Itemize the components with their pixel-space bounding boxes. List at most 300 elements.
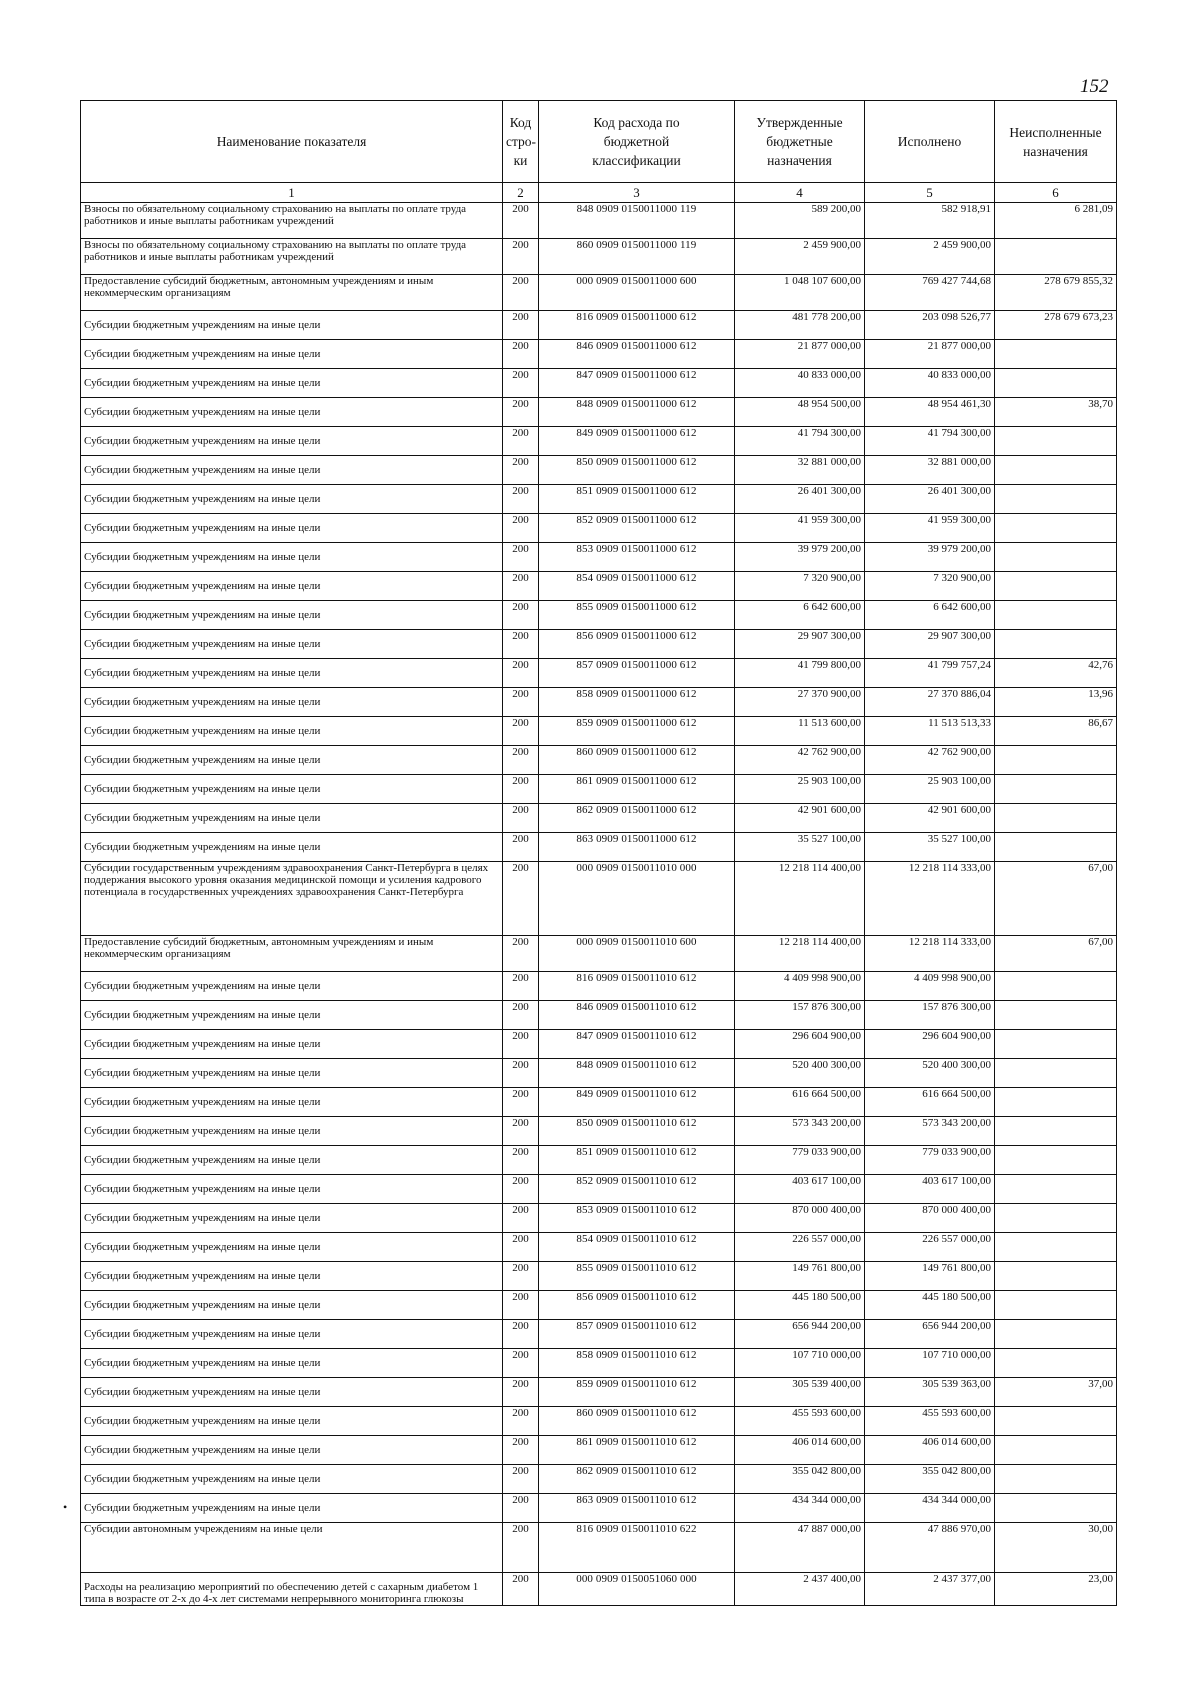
row-unexecuted xyxy=(995,1204,1117,1233)
row-budget-code: 851 0909 0150011010 612 xyxy=(539,1146,735,1175)
row-budget-code: 853 0909 0150011000 612 xyxy=(539,543,735,572)
table-row xyxy=(81,1059,1117,1088)
row-unexecuted xyxy=(995,485,1117,514)
row-executed: 870 000 400,00 xyxy=(865,1204,995,1233)
row-unexecuted xyxy=(995,804,1117,833)
row-budget-code: 855 0909 0150011000 612 xyxy=(539,601,735,630)
row-approved: 305 539 400,00 xyxy=(735,1378,865,1407)
row-executed: 35 527 100,00 xyxy=(865,833,995,862)
row-approved: 41 959 300,00 xyxy=(735,514,865,543)
row-executed: 42 762 900,00 xyxy=(865,746,995,775)
row-executed: 48 954 461,30 xyxy=(865,398,995,427)
row-approved: 40 833 000,00 xyxy=(735,369,865,398)
row-line-code: 200 xyxy=(503,746,539,775)
table-row xyxy=(81,239,1117,275)
row-line-code: 200 xyxy=(503,1378,539,1407)
row-name: Субсидии бюджетным учреждениям на иные цели xyxy=(81,311,503,340)
row-unexecuted xyxy=(995,1262,1117,1291)
row-budget-code: 846 0909 0150011010 612 xyxy=(539,1001,735,1030)
budget-execution-table xyxy=(80,100,1117,1606)
table-row xyxy=(81,340,1117,369)
row-budget-code: 860 0909 0150011010 612 xyxy=(539,1407,735,1436)
table-row xyxy=(81,456,1117,485)
column-number: 1 xyxy=(81,183,503,203)
row-line-code: 200 xyxy=(503,1146,539,1175)
table-body xyxy=(81,203,1117,1606)
row-budget-code: 850 0909 0150011010 612 xyxy=(539,1117,735,1146)
table-row xyxy=(81,1349,1117,1378)
table-row xyxy=(81,1233,1117,1262)
row-line-code: 200 xyxy=(503,775,539,804)
row-unexecuted xyxy=(995,572,1117,601)
header-executed: Исполнено xyxy=(865,101,995,183)
row-executed: 12 218 114 333,00 xyxy=(865,936,995,972)
row-unexecuted xyxy=(995,972,1117,1001)
row-line-code: 200 xyxy=(503,1349,539,1378)
row-unexecuted: 13,96 xyxy=(995,688,1117,717)
header-budget-code: Код расхода по бюджетной классификации xyxy=(539,101,735,183)
row-approved: 4 409 998 900,00 xyxy=(735,972,865,1001)
table-row xyxy=(81,543,1117,572)
row-unexecuted xyxy=(995,1117,1117,1146)
row-budget-code: 852 0909 0150011010 612 xyxy=(539,1175,735,1204)
row-budget-code: 863 0909 0150011010 612 xyxy=(539,1494,735,1523)
row-budget-code: 853 0909 0150011010 612 xyxy=(539,1204,735,1233)
row-approved: 41 794 300,00 xyxy=(735,427,865,456)
row-budget-code: 848 0909 0150011000 612 xyxy=(539,398,735,427)
row-name: Субсидии бюджетным учреждениям на иные цели xyxy=(81,630,503,659)
table-row xyxy=(81,1204,1117,1233)
row-name: Субсидии бюджетным учреждениям на иные цели xyxy=(81,833,503,862)
row-unexecuted: 38,70 xyxy=(995,398,1117,427)
header-name: Наименование показателя xyxy=(81,101,503,183)
row-executed: 403 617 100,00 xyxy=(865,1175,995,1204)
row-name: Субсидии бюджетным учреждениям на иные цели xyxy=(81,1059,503,1088)
table-row xyxy=(81,601,1117,630)
row-name: Субсидии бюджетным учреждениям на иные цели xyxy=(81,1291,503,1320)
table-row xyxy=(81,630,1117,659)
row-approved: 779 033 900,00 xyxy=(735,1146,865,1175)
row-approved: 29 907 300,00 xyxy=(735,630,865,659)
row-name: Субсидии бюджетным учреждениям на иные цели xyxy=(81,775,503,804)
row-approved: 455 593 600,00 xyxy=(735,1407,865,1436)
row-approved: 226 557 000,00 xyxy=(735,1233,865,1262)
row-line-code: 200 xyxy=(503,1059,539,1088)
row-budget-code: 856 0909 0150011010 612 xyxy=(539,1291,735,1320)
row-line-code: 200 xyxy=(503,1117,539,1146)
row-unexecuted xyxy=(995,340,1117,369)
row-unexecuted xyxy=(995,1494,1117,1523)
row-approved: 27 370 900,00 xyxy=(735,688,865,717)
row-budget-code: 854 0909 0150011000 612 xyxy=(539,572,735,601)
row-line-code: 200 xyxy=(503,1233,539,1262)
row-line-code: 200 xyxy=(503,1465,539,1494)
row-name: Субсидии бюджетным учреждениям на иные цели xyxy=(81,456,503,485)
row-budget-code: 858 0909 0150011010 612 xyxy=(539,1349,735,1378)
table-row xyxy=(81,1001,1117,1030)
row-executed: 2 459 900,00 xyxy=(865,239,995,275)
row-approved: 42 762 900,00 xyxy=(735,746,865,775)
table-row xyxy=(81,369,1117,398)
row-executed: 656 944 200,00 xyxy=(865,1320,995,1349)
row-unexecuted: 67,00 xyxy=(995,862,1117,936)
row-budget-code: 849 0909 0150011000 612 xyxy=(539,427,735,456)
table-row xyxy=(81,1378,1117,1407)
row-executed: 582 918,91 xyxy=(865,203,995,239)
row-line-code: 200 xyxy=(503,1175,539,1204)
row-unexecuted xyxy=(995,1320,1117,1349)
row-approved: 42 901 600,00 xyxy=(735,804,865,833)
row-approved: 12 218 114 400,00 xyxy=(735,936,865,972)
page-number: 152 xyxy=(1080,76,1109,97)
row-name: Субсидии бюджетным учреждениям на иные цели xyxy=(81,1262,503,1291)
table-row xyxy=(81,862,1117,936)
row-approved: 1 048 107 600,00 xyxy=(735,275,865,311)
row-approved: 481 778 200,00 xyxy=(735,311,865,340)
row-executed: 11 513 513,33 xyxy=(865,717,995,746)
margin-dot: • xyxy=(63,1500,68,1514)
row-executed: 6 642 600,00 xyxy=(865,601,995,630)
row-line-code: 200 xyxy=(503,239,539,275)
row-name: Субсидии бюджетным учреждениям на иные цели xyxy=(81,1146,503,1175)
row-name: Субсидии бюджетным учреждениям на иные цели xyxy=(81,972,503,1001)
row-executed: 203 098 526,77 xyxy=(865,311,995,340)
row-unexecuted xyxy=(995,456,1117,485)
row-line-code: 200 xyxy=(503,369,539,398)
row-executed: 2 437 377,00 xyxy=(865,1573,995,1606)
row-line-code: 200 xyxy=(503,275,539,311)
row-executed: 41 794 300,00 xyxy=(865,427,995,456)
row-executed: 779 033 900,00 xyxy=(865,1146,995,1175)
row-approved: 26 401 300,00 xyxy=(735,485,865,514)
row-unexecuted: 67,00 xyxy=(995,936,1117,972)
row-executed: 157 876 300,00 xyxy=(865,1001,995,1030)
row-line-code: 200 xyxy=(503,862,539,936)
table-row xyxy=(81,717,1117,746)
row-line-code: 200 xyxy=(503,1494,539,1523)
row-unexecuted xyxy=(995,543,1117,572)
row-budget-code: 855 0909 0150011010 612 xyxy=(539,1262,735,1291)
row-unexecuted: 278 679 673,23 xyxy=(995,311,1117,340)
row-executed: 25 903 100,00 xyxy=(865,775,995,804)
row-budget-code: 851 0909 0150011000 612 xyxy=(539,485,735,514)
row-name: Расходы на реализацию мероприятий по обеспечению детей с сахарным диабетом 1 типа в возрасте от 2-х до 4-х лет системами непрерывного мониторинга глюкозы xyxy=(81,1573,503,1606)
row-approved: 870 000 400,00 xyxy=(735,1204,865,1233)
table-row xyxy=(81,572,1117,601)
row-name: Субсидии бюджетным учреждениям на иные цели xyxy=(81,1320,503,1349)
row-approved: 573 343 200,00 xyxy=(735,1117,865,1146)
row-name: Субсидии бюджетным учреждениям на иные цели xyxy=(81,1117,503,1146)
row-budget-code: 816 0909 0150011010 622 xyxy=(539,1523,735,1573)
row-line-code: 200 xyxy=(503,601,539,630)
header-line-code: Код стро- ки xyxy=(503,101,539,183)
row-approved: 355 042 800,00 xyxy=(735,1465,865,1494)
table-row xyxy=(81,1175,1117,1204)
row-name: Субсидии бюджетным учреждениям на иные цели xyxy=(81,340,503,369)
row-line-code: 200 xyxy=(503,1262,539,1291)
column-number: 2 xyxy=(503,183,539,203)
row-line-code: 200 xyxy=(503,1030,539,1059)
row-approved: 2 437 400,00 xyxy=(735,1573,865,1606)
row-executed: 12 218 114 333,00 xyxy=(865,862,995,936)
row-line-code: 200 xyxy=(503,485,539,514)
row-budget-code: 861 0909 0150011010 612 xyxy=(539,1436,735,1465)
table-row xyxy=(81,1523,1117,1573)
table-row xyxy=(81,1573,1117,1606)
row-budget-code: 862 0909 0150011010 612 xyxy=(539,1465,735,1494)
column-number-row xyxy=(81,183,1117,203)
row-budget-code: 847 0909 0150011010 612 xyxy=(539,1030,735,1059)
row-executed: 455 593 600,00 xyxy=(865,1407,995,1436)
row-executed: 32 881 000,00 xyxy=(865,456,995,485)
table-row xyxy=(81,1291,1117,1320)
table-row xyxy=(81,659,1117,688)
row-budget-code: 859 0909 0150011000 612 xyxy=(539,717,735,746)
row-budget-code: 000 0909 0150011010 600 xyxy=(539,936,735,972)
row-budget-code: 816 0909 0150011000 612 xyxy=(539,311,735,340)
table-row xyxy=(81,398,1117,427)
row-approved: 296 604 900,00 xyxy=(735,1030,865,1059)
row-name: Взносы по обязательному социальному страхованию на выплаты по оплате труда работников и иные выплаты работникам учреждений xyxy=(81,203,503,239)
table-row xyxy=(81,804,1117,833)
row-unexecuted xyxy=(995,833,1117,862)
row-approved: 434 344 000,00 xyxy=(735,1494,865,1523)
row-budget-code: 848 0909 0150011010 612 xyxy=(539,1059,735,1088)
row-unexecuted xyxy=(995,746,1117,775)
table-row xyxy=(81,203,1117,239)
row-unexecuted xyxy=(995,601,1117,630)
row-budget-code: 848 0909 0150011000 119 xyxy=(539,203,735,239)
row-executed: 27 370 886,04 xyxy=(865,688,995,717)
row-approved: 48 954 500,00 xyxy=(735,398,865,427)
row-budget-code: 859 0909 0150011010 612 xyxy=(539,1378,735,1407)
row-executed: 41 799 757,24 xyxy=(865,659,995,688)
row-approved: 6 642 600,00 xyxy=(735,601,865,630)
table-row xyxy=(81,1088,1117,1117)
row-unexecuted xyxy=(995,1407,1117,1436)
row-executed: 355 042 800,00 xyxy=(865,1465,995,1494)
row-budget-code: 000 0909 0150051060 000 xyxy=(539,1573,735,1606)
table-row xyxy=(81,688,1117,717)
row-budget-code: 863 0909 0150011000 612 xyxy=(539,833,735,862)
row-name: Субсидии бюджетным учреждениям на иные цели xyxy=(81,1001,503,1030)
table-row xyxy=(81,485,1117,514)
row-name: Субсидии автономным учреждениям на иные цели xyxy=(81,1523,503,1573)
row-line-code: 200 xyxy=(503,1088,539,1117)
row-executed: 39 979 200,00 xyxy=(865,543,995,572)
row-executed: 26 401 300,00 xyxy=(865,485,995,514)
row-unexecuted xyxy=(995,427,1117,456)
row-executed: 107 710 000,00 xyxy=(865,1349,995,1378)
row-name: Субсидии бюджетным учреждениям на иные цели xyxy=(81,717,503,746)
row-line-code: 200 xyxy=(503,1204,539,1233)
row-unexecuted: 6 281,09 xyxy=(995,203,1117,239)
table-row xyxy=(81,1146,1117,1175)
row-name: Субсидии бюджетным учреждениям на иные цели xyxy=(81,659,503,688)
row-line-code: 200 xyxy=(503,398,539,427)
table-row xyxy=(81,1030,1117,1059)
row-name: Субсидии бюджетным учреждениям на иные цели xyxy=(81,746,503,775)
row-line-code: 200 xyxy=(503,1523,539,1573)
row-budget-code: 850 0909 0150011000 612 xyxy=(539,456,735,485)
row-name: Субсидии бюджетным учреждениям на иные цели xyxy=(81,1030,503,1059)
row-budget-code: 849 0909 0150011010 612 xyxy=(539,1088,735,1117)
row-executed: 226 557 000,00 xyxy=(865,1233,995,1262)
row-name: Субсидии бюджетным учреждениям на иные цели xyxy=(81,514,503,543)
row-approved: 656 944 200,00 xyxy=(735,1320,865,1349)
row-name: Субсидии бюджетным учреждениям на иные цели xyxy=(81,1175,503,1204)
table-row xyxy=(81,311,1117,340)
row-name: Субсидии бюджетным учреждениям на иные цели xyxy=(81,804,503,833)
row-unexecuted: 86,67 xyxy=(995,717,1117,746)
row-budget-code: 857 0909 0150011010 612 xyxy=(539,1320,735,1349)
row-unexecuted xyxy=(995,630,1117,659)
row-budget-code: 854 0909 0150011010 612 xyxy=(539,1233,735,1262)
row-unexecuted xyxy=(995,1030,1117,1059)
row-budget-code: 852 0909 0150011000 612 xyxy=(539,514,735,543)
row-name: Взносы по обязательному социальному страхованию на выплаты по оплате труда работников и иные выплаты работникам учреждений xyxy=(81,239,503,275)
row-approved: 7 320 900,00 xyxy=(735,572,865,601)
row-executed: 445 180 500,00 xyxy=(865,1291,995,1320)
row-name: Предоставление субсидий бюджетным, автономным учреждениям и иным некоммерческим организациям xyxy=(81,275,503,311)
row-unexecuted xyxy=(995,514,1117,543)
row-name: Субсидии бюджетным учреждениям на иные цели xyxy=(81,485,503,514)
row-executed: 305 539 363,00 xyxy=(865,1378,995,1407)
row-name: Субсидии бюджетным учреждениям на иные цели xyxy=(81,369,503,398)
table-row xyxy=(81,1407,1117,1436)
row-unexecuted: 23,00 xyxy=(995,1573,1117,1606)
row-line-code: 200 xyxy=(503,936,539,972)
row-line-code: 200 xyxy=(503,572,539,601)
row-name: Субсидии бюджетным учреждениям на иные цели xyxy=(81,601,503,630)
column-number: 6 xyxy=(995,183,1117,203)
row-executed: 769 427 744,68 xyxy=(865,275,995,311)
row-approved: 2 459 900,00 xyxy=(735,239,865,275)
row-approved: 41 799 800,00 xyxy=(735,659,865,688)
row-executed: 434 344 000,00 xyxy=(865,1494,995,1523)
row-approved: 403 617 100,00 xyxy=(735,1175,865,1204)
row-executed: 7 320 900,00 xyxy=(865,572,995,601)
table-row xyxy=(81,1465,1117,1494)
row-name: Субсидии бюджетным учреждениям на иные цели xyxy=(81,427,503,456)
column-number: 4 xyxy=(735,183,865,203)
row-budget-code: 858 0909 0150011000 612 xyxy=(539,688,735,717)
row-approved: 149 761 800,00 xyxy=(735,1262,865,1291)
row-budget-code: 000 0909 0150011010 000 xyxy=(539,862,735,936)
row-name: Субсидии бюджетным учреждениям на иные цели xyxy=(81,1494,503,1523)
row-line-code: 200 xyxy=(503,804,539,833)
row-approved: 47 887 000,00 xyxy=(735,1523,865,1573)
row-approved: 39 979 200,00 xyxy=(735,543,865,572)
row-name: Субсидии бюджетным учреждениям на иные цели xyxy=(81,1407,503,1436)
row-approved: 445 180 500,00 xyxy=(735,1291,865,1320)
row-approved: 25 903 100,00 xyxy=(735,775,865,804)
row-name: Субсидии бюджетным учреждениям на иные цели xyxy=(81,1436,503,1465)
row-unexecuted xyxy=(995,1291,1117,1320)
row-unexecuted xyxy=(995,1001,1117,1030)
row-budget-code: 846 0909 0150011000 612 xyxy=(539,340,735,369)
row-name: Субсидии бюджетным учреждениям на иные цели xyxy=(81,1349,503,1378)
table-row xyxy=(81,833,1117,862)
table-row xyxy=(81,1320,1117,1349)
row-unexecuted xyxy=(995,1088,1117,1117)
row-unexecuted xyxy=(995,1436,1117,1465)
table-row xyxy=(81,1117,1117,1146)
row-name: Субсидии бюджетным учреждениям на иные цели xyxy=(81,398,503,427)
table-row xyxy=(81,775,1117,804)
table-row xyxy=(81,1494,1117,1523)
row-approved: 32 881 000,00 xyxy=(735,456,865,485)
row-approved: 107 710 000,00 xyxy=(735,1349,865,1378)
row-executed: 40 833 000,00 xyxy=(865,369,995,398)
row-line-code: 200 xyxy=(503,833,539,862)
table-row xyxy=(81,746,1117,775)
row-line-code: 200 xyxy=(503,972,539,1001)
row-approved: 520 400 300,00 xyxy=(735,1059,865,1088)
row-approved: 406 014 600,00 xyxy=(735,1436,865,1465)
column-number: 5 xyxy=(865,183,995,203)
row-unexecuted xyxy=(995,239,1117,275)
row-approved: 157 876 300,00 xyxy=(735,1001,865,1030)
row-unexecuted xyxy=(995,775,1117,804)
row-line-code: 200 xyxy=(503,1001,539,1030)
row-name: Субсидии бюджетным учреждениям на иные цели xyxy=(81,543,503,572)
row-approved: 589 200,00 xyxy=(735,203,865,239)
row-line-code: 200 xyxy=(503,630,539,659)
table-row xyxy=(81,275,1117,311)
row-executed: 573 343 200,00 xyxy=(865,1117,995,1146)
row-executed: 149 761 800,00 xyxy=(865,1262,995,1291)
row-name: Субсидии бюджетным учреждениям на иные цели xyxy=(81,1465,503,1494)
row-unexecuted: 42,76 xyxy=(995,659,1117,688)
row-unexecuted xyxy=(995,1059,1117,1088)
row-executed: 47 886 970,00 xyxy=(865,1523,995,1573)
row-unexecuted xyxy=(995,1233,1117,1262)
row-line-code: 200 xyxy=(503,717,539,746)
row-name: Субсидии бюджетным учреждениям на иные цели xyxy=(81,688,503,717)
row-approved: 35 527 100,00 xyxy=(735,833,865,862)
row-name: Субсидии бюджетным учреждениям на иные цели xyxy=(81,1088,503,1117)
row-budget-code: 000 0909 0150011000 600 xyxy=(539,275,735,311)
row-budget-code: 860 0909 0150011000 119 xyxy=(539,239,735,275)
row-unexecuted xyxy=(995,369,1117,398)
row-line-code: 200 xyxy=(503,543,539,572)
row-executed: 4 409 998 900,00 xyxy=(865,972,995,1001)
row-executed: 41 959 300,00 xyxy=(865,514,995,543)
row-name: Субсидии бюджетным учреждениям на иные цели xyxy=(81,1233,503,1262)
row-executed: 406 014 600,00 xyxy=(865,1436,995,1465)
row-line-code: 200 xyxy=(503,1291,539,1320)
table-row xyxy=(81,427,1117,456)
row-unexecuted: 278 679 855,32 xyxy=(995,275,1117,311)
row-executed: 616 664 500,00 xyxy=(865,1088,995,1117)
row-executed: 29 907 300,00 xyxy=(865,630,995,659)
row-unexecuted xyxy=(995,1465,1117,1494)
row-name: Субсидии государственным учреждениям здравоохранения Санкт-Петербурга в целях поддержания высокого уровня оказания медицинской помощи и усиления кадрового потенциала в государственных учреждениях здравоохранения Санкт-Петербурга xyxy=(81,862,503,936)
row-approved: 21 877 000,00 xyxy=(735,340,865,369)
row-budget-code: 856 0909 0150011000 612 xyxy=(539,630,735,659)
row-line-code: 200 xyxy=(503,514,539,543)
table-row xyxy=(81,972,1117,1001)
header-unexecuted: Неисполненные назначения xyxy=(995,101,1117,183)
row-budget-code: 860 0909 0150011000 612 xyxy=(539,746,735,775)
row-line-code: 200 xyxy=(503,1573,539,1606)
row-line-code: 200 xyxy=(503,659,539,688)
row-line-code: 200 xyxy=(503,340,539,369)
row-executed: 520 400 300,00 xyxy=(865,1059,995,1088)
row-name: Субсидии бюджетным учреждениям на иные цели xyxy=(81,1204,503,1233)
row-unexecuted xyxy=(995,1175,1117,1204)
